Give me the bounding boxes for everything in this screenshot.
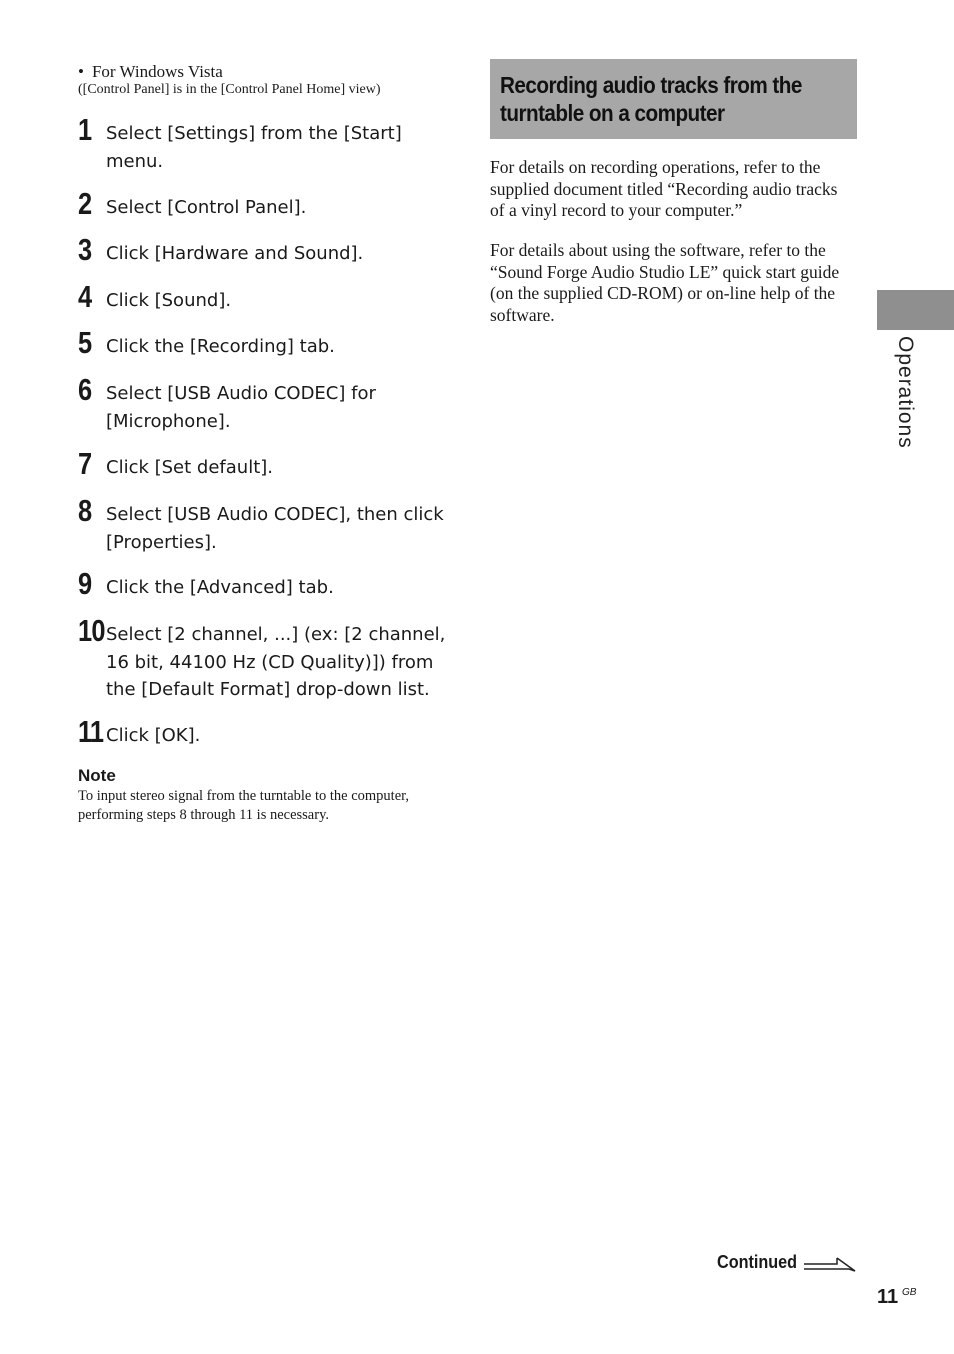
side-tab-label: Operations bbox=[894, 336, 917, 449]
step-number: 9 bbox=[78, 566, 92, 601]
step-10 bbox=[78, 613, 458, 704]
step-3 bbox=[78, 232, 458, 268]
page-number: 11 bbox=[877, 1286, 899, 1308]
step-9 bbox=[78, 566, 458, 602]
step-text: Select [Control Panel]. bbox=[106, 197, 307, 218]
step-text: Select [2 channel, ...] (ex: [2 channel, 16 bit, 44100 Hz (CD Quality)]) from the [Default Format] drop-down list. bbox=[106, 624, 446, 700]
step-4 bbox=[78, 279, 458, 315]
note-text: To input stereo signal from the turntable to the computer, performing steps 8 through 11 is necessary. bbox=[78, 788, 410, 823]
paragraph-recording-details: For details on recording operations, refer to the supplied document titled “Recording audio tracks of a vinyl record to your computer.” bbox=[490, 157, 838, 220]
step-number: 4 bbox=[78, 279, 92, 314]
step-number: 2 bbox=[78, 186, 92, 221]
step-text: Click [Sound]. bbox=[106, 290, 232, 311]
step-text: Click the [Advanced] tab. bbox=[106, 577, 334, 598]
bullet-text: For Windows Vista bbox=[91, 62, 223, 81]
step-number: 7 bbox=[78, 446, 92, 481]
step-8 bbox=[78, 493, 458, 556]
step-text: Click [OK]. bbox=[106, 725, 201, 746]
windows-vista-bullet bbox=[78, 62, 223, 82]
step-number: 11 bbox=[78, 714, 104, 749]
step-number: 10 bbox=[78, 613, 105, 648]
step-number: 3 bbox=[78, 232, 92, 267]
continued-arrow-icon bbox=[803, 1255, 857, 1273]
continued-label: Continued bbox=[717, 1252, 798, 1272]
step-number: 6 bbox=[78, 372, 92, 407]
step-7 bbox=[78, 446, 458, 482]
step-text: Click [Set default]. bbox=[106, 457, 273, 478]
side-tab-marker bbox=[877, 290, 954, 330]
note-title: Note bbox=[78, 766, 116, 785]
step-text: Select [USB Audio CODEC], then click [Properties]. bbox=[106, 504, 444, 553]
step-number: 1 bbox=[78, 112, 92, 147]
step-6 bbox=[78, 372, 458, 435]
page-suffix: GB bbox=[902, 1287, 917, 1298]
step-11 bbox=[78, 714, 458, 750]
bullet-icon: • bbox=[78, 62, 84, 81]
step-1 bbox=[78, 112, 458, 175]
bullet-subnote: ([Control Panel] is in the [Control Panel Home] view) bbox=[78, 82, 381, 97]
step-text: Click the [Recording] tab. bbox=[106, 336, 335, 357]
section-heading: Recording audio tracks from the turntable on a computer bbox=[500, 72, 802, 126]
step-number: 8 bbox=[78, 493, 92, 528]
step-5 bbox=[78, 325, 458, 361]
section-heading-box bbox=[490, 59, 857, 139]
step-2 bbox=[78, 186, 458, 222]
step-number: 5 bbox=[78, 325, 92, 360]
step-text: Select [Settings] from the [Start] menu. bbox=[106, 123, 402, 172]
paragraph-software-details: For details about using the software, refer to the “Sound Forge Audio Studio LE” quick start guide (on the supplied CD-ROM) or on-line help of the software. bbox=[490, 240, 840, 325]
step-text: Select [USB Audio CODEC] for [Microphone]. bbox=[106, 383, 376, 432]
step-text: Click [Hardware and Sound]. bbox=[106, 243, 364, 264]
